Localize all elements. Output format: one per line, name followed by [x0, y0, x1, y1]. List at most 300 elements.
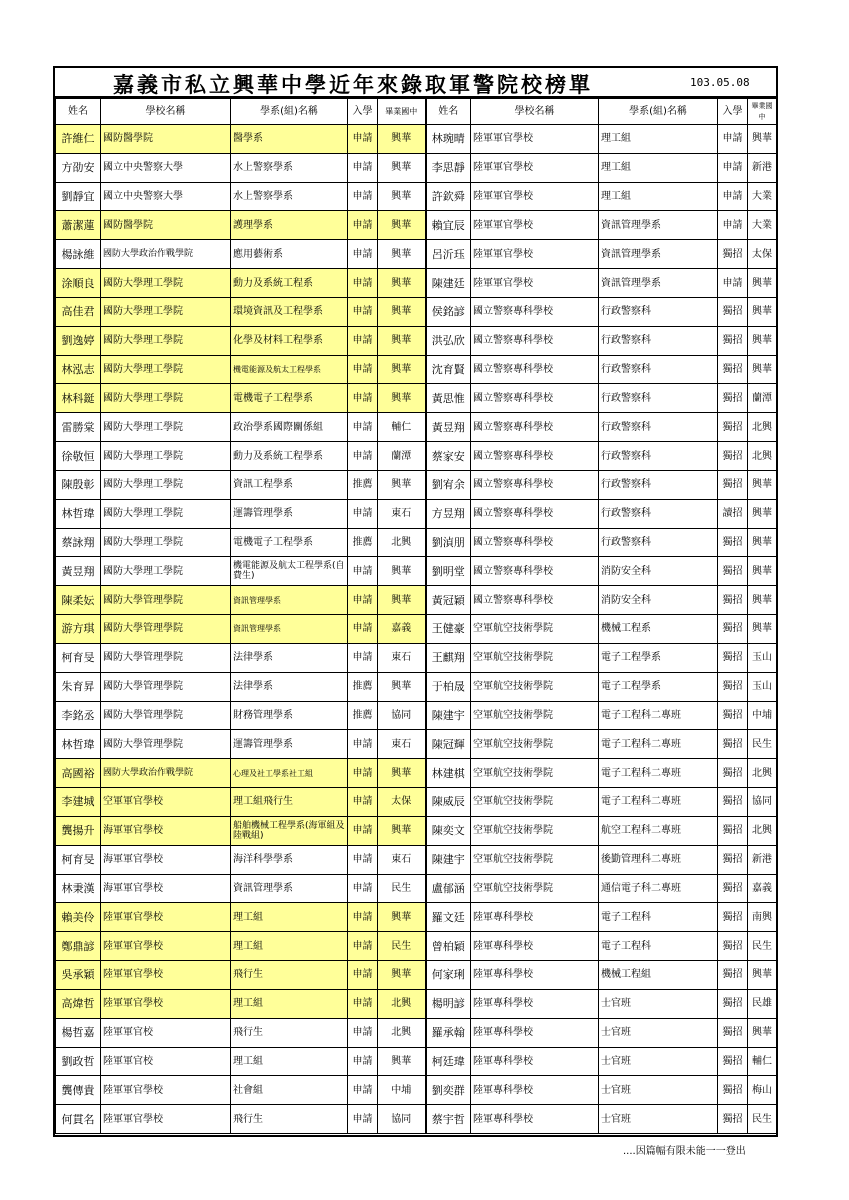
- left-school-cell: 國防大學理工學院: [101, 528, 231, 557]
- left-admission-cell: 申請: [348, 788, 378, 817]
- table-header-row: [56, 99, 777, 125]
- right-grad-school-cell: 興華: [748, 470, 777, 499]
- left-admission-cell: 申請: [348, 845, 378, 874]
- table-row: [56, 1105, 777, 1134]
- left-school-cell: 國防大學管理學院: [101, 643, 231, 672]
- right-department-cell: 電子工程科二專班: [599, 788, 718, 817]
- left-school-cell: 陸軍軍官學校: [101, 989, 231, 1018]
- left-school-cell: 國防大學理工學院: [101, 269, 231, 298]
- admission-table: [55, 98, 777, 1134]
- left-school-cell: 國防大學政治作戰學院: [101, 759, 231, 788]
- table-row: [56, 845, 777, 874]
- left-admission-cell: 申請: [348, 355, 378, 384]
- right-admission-cell: 獨招: [718, 384, 748, 413]
- right-admission-cell: 獨招: [718, 1105, 748, 1134]
- left-school-cell: 國防大學政治作戰學院: [101, 240, 231, 269]
- right-name-cell: 黃冠穎: [426, 586, 471, 615]
- left-grad-school-cell: 北興: [378, 989, 426, 1018]
- right-grad-school-cell: 興華: [748, 586, 777, 615]
- left-grad-school-cell: 興華: [378, 1047, 426, 1076]
- left-school-cell: 國防大學理工學院: [101, 442, 231, 471]
- header-grad-school-right: 畢業國中: [748, 99, 777, 125]
- header-school-right: 學校名稱: [471, 99, 599, 125]
- right-admission-cell: 讀招: [718, 499, 748, 528]
- left-name-cell: 吳承穎: [56, 961, 101, 990]
- right-department-cell: 行政警察科: [599, 413, 718, 442]
- right-department-cell: 機械工程系: [599, 615, 718, 644]
- header-school-left: 學校名稱: [101, 99, 231, 125]
- right-name-cell: 李思靜: [426, 153, 471, 182]
- right-department-cell: 理工組: [599, 125, 718, 154]
- left-school-cell: 陸軍軍官學校: [101, 932, 231, 961]
- right-name-cell: 陳威辰: [426, 788, 471, 817]
- left-grad-school-cell: 興華: [378, 586, 426, 615]
- right-school-cell: 陸軍專科學校: [471, 1105, 599, 1134]
- left-admission-cell: 申請: [348, 384, 378, 413]
- table-row: [56, 643, 777, 672]
- right-school-cell: 陸軍專科學校: [471, 1076, 599, 1105]
- right-admission-cell: 獨招: [718, 326, 748, 355]
- right-admission-cell: 獨招: [718, 788, 748, 817]
- right-department-cell: 行政警察科: [599, 297, 718, 326]
- right-grad-school-cell: 興華: [748, 1018, 777, 1047]
- table-row: [56, 297, 777, 326]
- right-admission-cell: 獨招: [718, 672, 748, 701]
- left-grad-school-cell: 興華: [378, 903, 426, 932]
- right-department-cell: 通信電子科二專班: [599, 874, 718, 903]
- right-grad-school-cell: 梅山: [748, 1076, 777, 1105]
- right-school-cell: 空軍航空技術學院: [471, 874, 599, 903]
- left-school-cell: 空軍軍官學校: [101, 788, 231, 817]
- right-name-cell: 劉奕群: [426, 1076, 471, 1105]
- left-name-cell: 楊詠維: [56, 240, 101, 269]
- right-grad-school-cell: 新港: [748, 845, 777, 874]
- table-row: [56, 1047, 777, 1076]
- left-name-cell: 劉逸婷: [56, 326, 101, 355]
- left-department-cell: 飛行生: [231, 1018, 348, 1047]
- right-name-cell: 陳建廷: [426, 269, 471, 298]
- right-grad-school-cell: 民生: [748, 730, 777, 759]
- right-department-cell: 電子工程科: [599, 932, 718, 961]
- table-row: [56, 442, 777, 471]
- right-grad-school-cell: 北興: [748, 759, 777, 788]
- left-name-cell: 林哲瑋: [56, 499, 101, 528]
- right-admission-cell: 獨招: [718, 586, 748, 615]
- right-admission-cell: 獨招: [718, 845, 748, 874]
- left-grad-school-cell: 興華: [378, 153, 426, 182]
- left-admission-cell: 申請: [348, 874, 378, 903]
- left-grad-school-cell: 輔仁: [378, 413, 426, 442]
- right-school-cell: 國立警察專科學校: [471, 297, 599, 326]
- header-grad-school-left: 畢業國中: [378, 99, 426, 125]
- right-department-cell: 消防安全科: [599, 557, 718, 586]
- header-admission-left: 入學: [348, 99, 378, 125]
- right-admission-cell: 獨招: [718, 1076, 748, 1105]
- right-name-cell: 陳建宇: [426, 845, 471, 874]
- left-school-cell: 國防醫學院: [101, 125, 231, 154]
- left-school-cell: 國防醫學院: [101, 211, 231, 240]
- right-grad-school-cell: 玉山: [748, 643, 777, 672]
- left-admission-cell: 申請: [348, 211, 378, 240]
- table-row: [56, 528, 777, 557]
- left-school-cell: 國防大學管理學院: [101, 615, 231, 644]
- left-admission-cell: 申請: [348, 326, 378, 355]
- right-grad-school-cell: 南興: [748, 903, 777, 932]
- left-admission-cell: 推薦: [348, 470, 378, 499]
- left-school-cell: 國防大學管理學院: [101, 730, 231, 759]
- right-name-cell: 洪弘欣: [426, 326, 471, 355]
- right-admission-cell: 申請: [718, 153, 748, 182]
- right-department-cell: 士官班: [599, 1047, 718, 1076]
- left-admission-cell: 申請: [348, 1076, 378, 1105]
- right-school-cell: 空軍航空技術學院: [471, 672, 599, 701]
- right-school-cell: 陸軍專科學校: [471, 903, 599, 932]
- table-row: [56, 1076, 777, 1105]
- table-row: [56, 125, 777, 154]
- right-grad-school-cell: 興華: [748, 499, 777, 528]
- right-department-cell: 理工組: [599, 153, 718, 182]
- left-name-cell: 高佳君: [56, 297, 101, 326]
- left-admission-cell: 申請: [348, 442, 378, 471]
- left-name-cell: 李銘丞: [56, 701, 101, 730]
- right-name-cell: 林建棋: [426, 759, 471, 788]
- right-name-cell: 柯廷瑋: [426, 1047, 471, 1076]
- right-department-cell: 電子工程學系: [599, 672, 718, 701]
- header-name-left: 姓名: [56, 99, 101, 125]
- left-school-cell: 國防大學管理學院: [101, 586, 231, 615]
- right-department-cell: 電子工程科: [599, 903, 718, 932]
- table-row: [56, 586, 777, 615]
- left-admission-cell: 申請: [348, 1047, 378, 1076]
- right-name-cell: 于柏晟: [426, 672, 471, 701]
- left-department-cell: 資訊管理學系: [231, 874, 348, 903]
- right-department-cell: 資訊管理學系: [599, 240, 718, 269]
- left-name-cell: 蔡詠翔: [56, 528, 101, 557]
- table-row: [56, 557, 777, 586]
- left-admission-cell: 申請: [348, 730, 378, 759]
- table-row: [56, 240, 777, 269]
- right-school-cell: 陸軍專科學校: [471, 1018, 599, 1047]
- right-name-cell: 羅承翰: [426, 1018, 471, 1047]
- table-row: [56, 759, 777, 788]
- title-bar: [55, 68, 776, 98]
- left-department-cell: 心理及社工學系社工組: [231, 759, 348, 788]
- left-admission-cell: 申請: [348, 413, 378, 442]
- right-admission-cell: 獨招: [718, 413, 748, 442]
- right-department-cell: 士官班: [599, 1076, 718, 1105]
- left-department-cell: 理工組: [231, 903, 348, 932]
- right-school-cell: 國立警察專科學校: [471, 586, 599, 615]
- left-department-cell: 法律學系: [231, 672, 348, 701]
- left-grad-school-cell: 興華: [378, 961, 426, 990]
- right-grad-school-cell: 北興: [748, 442, 777, 471]
- right-grad-school-cell: 興華: [748, 615, 777, 644]
- table-row: [56, 730, 777, 759]
- right-department-cell: 航空工程科二專班: [599, 816, 718, 845]
- left-department-cell: 環境資訊及工程學系: [231, 297, 348, 326]
- right-name-cell: 蔡家安: [426, 442, 471, 471]
- left-school-cell: 國防大學理工學院: [101, 326, 231, 355]
- right-grad-school-cell: 嘉義: [748, 874, 777, 903]
- left-grad-school-cell: 興華: [378, 384, 426, 413]
- left-admission-cell: 申請: [348, 816, 378, 845]
- right-grad-school-cell: 太保: [748, 240, 777, 269]
- left-department-cell: 機電能源及航太工程學系(自費生): [231, 557, 348, 586]
- right-department-cell: 電子工程科二專班: [599, 730, 718, 759]
- table-body: [56, 125, 777, 1134]
- right-grad-school-cell: 北興: [748, 413, 777, 442]
- left-department-cell: 醫學系: [231, 125, 348, 154]
- right-name-cell: 侯銘諺: [426, 297, 471, 326]
- right-admission-cell: 獨招: [718, 701, 748, 730]
- left-department-cell: 水上警察學系: [231, 153, 348, 182]
- right-school-cell: 國立警察專科學校: [471, 326, 599, 355]
- left-school-cell: 國立中央警察大學: [101, 182, 231, 211]
- right-admission-cell: 申請: [718, 269, 748, 298]
- left-name-cell: 許維仁: [56, 125, 101, 154]
- left-grad-school-cell: 興華: [378, 759, 426, 788]
- right-name-cell: 王麒翔: [426, 643, 471, 672]
- right-grad-school-cell: 興華: [748, 125, 777, 154]
- right-department-cell: 行政警察科: [599, 355, 718, 384]
- left-grad-school-cell: 民生: [378, 874, 426, 903]
- right-name-cell: 劉明堂: [426, 557, 471, 586]
- left-grad-school-cell: 北興: [378, 1018, 426, 1047]
- left-admission-cell: 申請: [348, 557, 378, 586]
- left-department-cell: 電機電子工程學系: [231, 528, 348, 557]
- right-school-cell: 國立警察專科學校: [471, 413, 599, 442]
- right-school-cell: 陸軍軍官學校: [471, 153, 599, 182]
- left-department-cell: 護理學系: [231, 211, 348, 240]
- left-grad-school-cell: 興華: [378, 470, 426, 499]
- right-admission-cell: 申請: [718, 211, 748, 240]
- left-department-cell: 資訊管理學系: [231, 615, 348, 644]
- right-admission-cell: 獨招: [718, 816, 748, 845]
- right-school-cell: 空軍航空技術學院: [471, 615, 599, 644]
- left-grad-school-cell: 興華: [378, 240, 426, 269]
- right-admission-cell: 獨招: [718, 528, 748, 557]
- left-name-cell: 高煒哲: [56, 989, 101, 1018]
- left-admission-cell: 申請: [348, 615, 378, 644]
- right-grad-school-cell: 玉山: [748, 672, 777, 701]
- right-admission-cell: 獨招: [718, 730, 748, 759]
- left-name-cell: 林泓志: [56, 355, 101, 384]
- right-grad-school-cell: 興華: [748, 326, 777, 355]
- table-row: [56, 326, 777, 355]
- left-admission-cell: 申請: [348, 269, 378, 298]
- left-name-cell: 柯育旻: [56, 643, 101, 672]
- left-name-cell: 雷勝棠: [56, 413, 101, 442]
- right-admission-cell: 獨招: [718, 615, 748, 644]
- left-school-cell: 國防大學理工學院: [101, 557, 231, 586]
- left-admission-cell: 申請: [348, 125, 378, 154]
- right-admission-cell: 獨招: [718, 903, 748, 932]
- right-school-cell: 國立警察專科學校: [471, 470, 599, 499]
- table-row: [56, 413, 777, 442]
- left-school-cell: 國防大學理工學院: [101, 355, 231, 384]
- right-department-cell: 電子工程科二專班: [599, 701, 718, 730]
- left-department-cell: 飛行生: [231, 1105, 348, 1134]
- left-grad-school-cell: 東石: [378, 845, 426, 874]
- table-row: [56, 932, 777, 961]
- left-school-cell: 海軍軍官學校: [101, 845, 231, 874]
- left-school-cell: 國防大學管理學院: [101, 701, 231, 730]
- right-admission-cell: 獨招: [718, 1018, 748, 1047]
- right-grad-school-cell: 中埔: [748, 701, 777, 730]
- table-row: [56, 788, 777, 817]
- header-admission-right: 入學: [718, 99, 748, 125]
- table-row: [56, 701, 777, 730]
- left-grad-school-cell: 東石: [378, 643, 426, 672]
- right-admission-cell: 獨招: [718, 759, 748, 788]
- left-grad-school-cell: 興華: [378, 326, 426, 355]
- left-admission-cell: 申請: [348, 1105, 378, 1134]
- date-label: 103.05.08: [690, 76, 750, 89]
- left-admission-cell: 推薦: [348, 528, 378, 557]
- right-school-cell: 空軍航空技術學院: [471, 701, 599, 730]
- left-department-cell: 社會組: [231, 1076, 348, 1105]
- right-grad-school-cell: 大業: [748, 182, 777, 211]
- left-admission-cell: 申請: [348, 297, 378, 326]
- left-admission-cell: 申請: [348, 153, 378, 182]
- right-grad-school-cell: 民生: [748, 1105, 777, 1134]
- left-school-cell: 海軍軍官學校: [101, 874, 231, 903]
- left-department-cell: 理工組: [231, 989, 348, 1018]
- left-grad-school-cell: 協同: [378, 701, 426, 730]
- left-department-cell: 船舶機械工程學系(海軍組及陸戰組): [231, 816, 348, 845]
- right-school-cell: 空軍航空技術學院: [471, 845, 599, 874]
- right-name-cell: 盧郁涵: [426, 874, 471, 903]
- table-row: [56, 499, 777, 528]
- left-department-cell: 水上警察學系: [231, 182, 348, 211]
- right-grad-school-cell: 大業: [748, 211, 777, 240]
- left-grad-school-cell: 民生: [378, 932, 426, 961]
- left-name-cell: 游方琪: [56, 615, 101, 644]
- right-school-cell: 陸軍專科學校: [471, 989, 599, 1018]
- right-admission-cell: 獨招: [718, 297, 748, 326]
- left-name-cell: 黃昱翔: [56, 557, 101, 586]
- right-department-cell: 行政警察科: [599, 384, 718, 413]
- left-name-cell: 劉靜宜: [56, 182, 101, 211]
- right-school-cell: 空軍航空技術學院: [471, 759, 599, 788]
- right-name-cell: 曾柏穎: [426, 932, 471, 961]
- right-department-cell: 行政警察科: [599, 442, 718, 471]
- right-name-cell: 陳冠輝: [426, 730, 471, 759]
- right-admission-cell: 獨招: [718, 643, 748, 672]
- left-name-cell: 李建城: [56, 788, 101, 817]
- right-grad-school-cell: 興華: [748, 269, 777, 298]
- right-department-cell: 士官班: [599, 1105, 718, 1134]
- left-department-cell: 化學及材料工程學系: [231, 326, 348, 355]
- left-name-cell: 涂順良: [56, 269, 101, 298]
- left-grad-school-cell: 興華: [378, 557, 426, 586]
- left-admission-cell: 申請: [348, 903, 378, 932]
- right-name-cell: 何家琍: [426, 961, 471, 990]
- right-school-cell: 空軍航空技術學院: [471, 816, 599, 845]
- left-department-cell: 理工組: [231, 1047, 348, 1076]
- left-grad-school-cell: 中埔: [378, 1076, 426, 1105]
- right-department-cell: 資訊管理學系: [599, 269, 718, 298]
- right-grad-school-cell: 民雄: [748, 989, 777, 1018]
- page-title: 嘉義市私立興華中學近年來錄取軍警院校榜單: [113, 72, 593, 97]
- left-grad-school-cell: 興華: [378, 269, 426, 298]
- right-school-cell: 空軍航空技術學院: [471, 730, 599, 759]
- left-department-cell: 飛行生: [231, 961, 348, 990]
- right-department-cell: 行政警察科: [599, 470, 718, 499]
- left-school-cell: 陸軍軍官校: [101, 1047, 231, 1076]
- right-department-cell: 行政警察科: [599, 528, 718, 557]
- table-row: [56, 355, 777, 384]
- right-name-cell: 林琬晴: [426, 125, 471, 154]
- left-department-cell: 運籌管理學系: [231, 730, 348, 759]
- right-name-cell: 楊明諺: [426, 989, 471, 1018]
- right-department-cell: 士官班: [599, 1018, 718, 1047]
- right-department-cell: 機械工程組: [599, 961, 718, 990]
- table-row: [56, 269, 777, 298]
- left-school-cell: 海軍軍官學校: [101, 816, 231, 845]
- right-school-cell: 陸軍專科學校: [471, 932, 599, 961]
- right-admission-cell: 獨招: [718, 961, 748, 990]
- right-admission-cell: 獨招: [718, 470, 748, 499]
- right-name-cell: 呂沂珏: [426, 240, 471, 269]
- right-grad-school-cell: 民生: [748, 932, 777, 961]
- table-row: [56, 903, 777, 932]
- table-row: [56, 816, 777, 845]
- left-name-cell: 柯育旻: [56, 845, 101, 874]
- table-row: [56, 211, 777, 240]
- right-grad-school-cell: 協同: [748, 788, 777, 817]
- right-name-cell: 陳奕文: [426, 816, 471, 845]
- left-grad-school-cell: 蘭潭: [378, 442, 426, 471]
- left-grad-school-cell: 興華: [378, 355, 426, 384]
- left-name-cell: 劉政哲: [56, 1047, 101, 1076]
- right-name-cell: 黃思惟: [426, 384, 471, 413]
- left-department-cell: 動力及系統工程學系: [231, 442, 348, 471]
- table-row: [56, 384, 777, 413]
- header-department-right: 學系(組)名稱: [599, 99, 718, 125]
- left-department-cell: 機電能源及航太工程學系: [231, 355, 348, 384]
- left-department-cell: 財務管理學系: [231, 701, 348, 730]
- left-admission-cell: 申請: [348, 499, 378, 528]
- right-school-cell: 陸軍軍官學校: [471, 269, 599, 298]
- left-name-cell: 龔揚升: [56, 816, 101, 845]
- left-name-cell: 林科鋌: [56, 384, 101, 413]
- left-grad-school-cell: 協同: [378, 1105, 426, 1134]
- right-name-cell: 王健豪: [426, 615, 471, 644]
- right-grad-school-cell: 興華: [748, 297, 777, 326]
- right-admission-cell: 申請: [718, 182, 748, 211]
- left-admission-cell: 申請: [348, 1018, 378, 1047]
- left-department-cell: 動力及系統工程系: [231, 269, 348, 298]
- left-grad-school-cell: 興華: [378, 297, 426, 326]
- left-name-cell: 徐敬恒: [56, 442, 101, 471]
- right-admission-cell: 獨招: [718, 989, 748, 1018]
- right-grad-school-cell: 興華: [748, 961, 777, 990]
- header-name-right: 姓名: [426, 99, 471, 125]
- left-name-cell: 鄭鼎諺: [56, 932, 101, 961]
- left-grad-school-cell: 太保: [378, 788, 426, 817]
- table-row: [56, 961, 777, 990]
- left-school-cell: 國立中央警察大學: [101, 153, 231, 182]
- left-admission-cell: 申請: [348, 961, 378, 990]
- left-admission-cell: 申請: [348, 643, 378, 672]
- right-name-cell: 方昱翔: [426, 499, 471, 528]
- left-department-cell: 政治學系國際關係組: [231, 413, 348, 442]
- left-school-cell: 國防大學理工學院: [101, 499, 231, 528]
- right-name-cell: 沈育賢: [426, 355, 471, 384]
- left-name-cell: 蕭潔蓮: [56, 211, 101, 240]
- left-department-cell: 應用藝術系: [231, 240, 348, 269]
